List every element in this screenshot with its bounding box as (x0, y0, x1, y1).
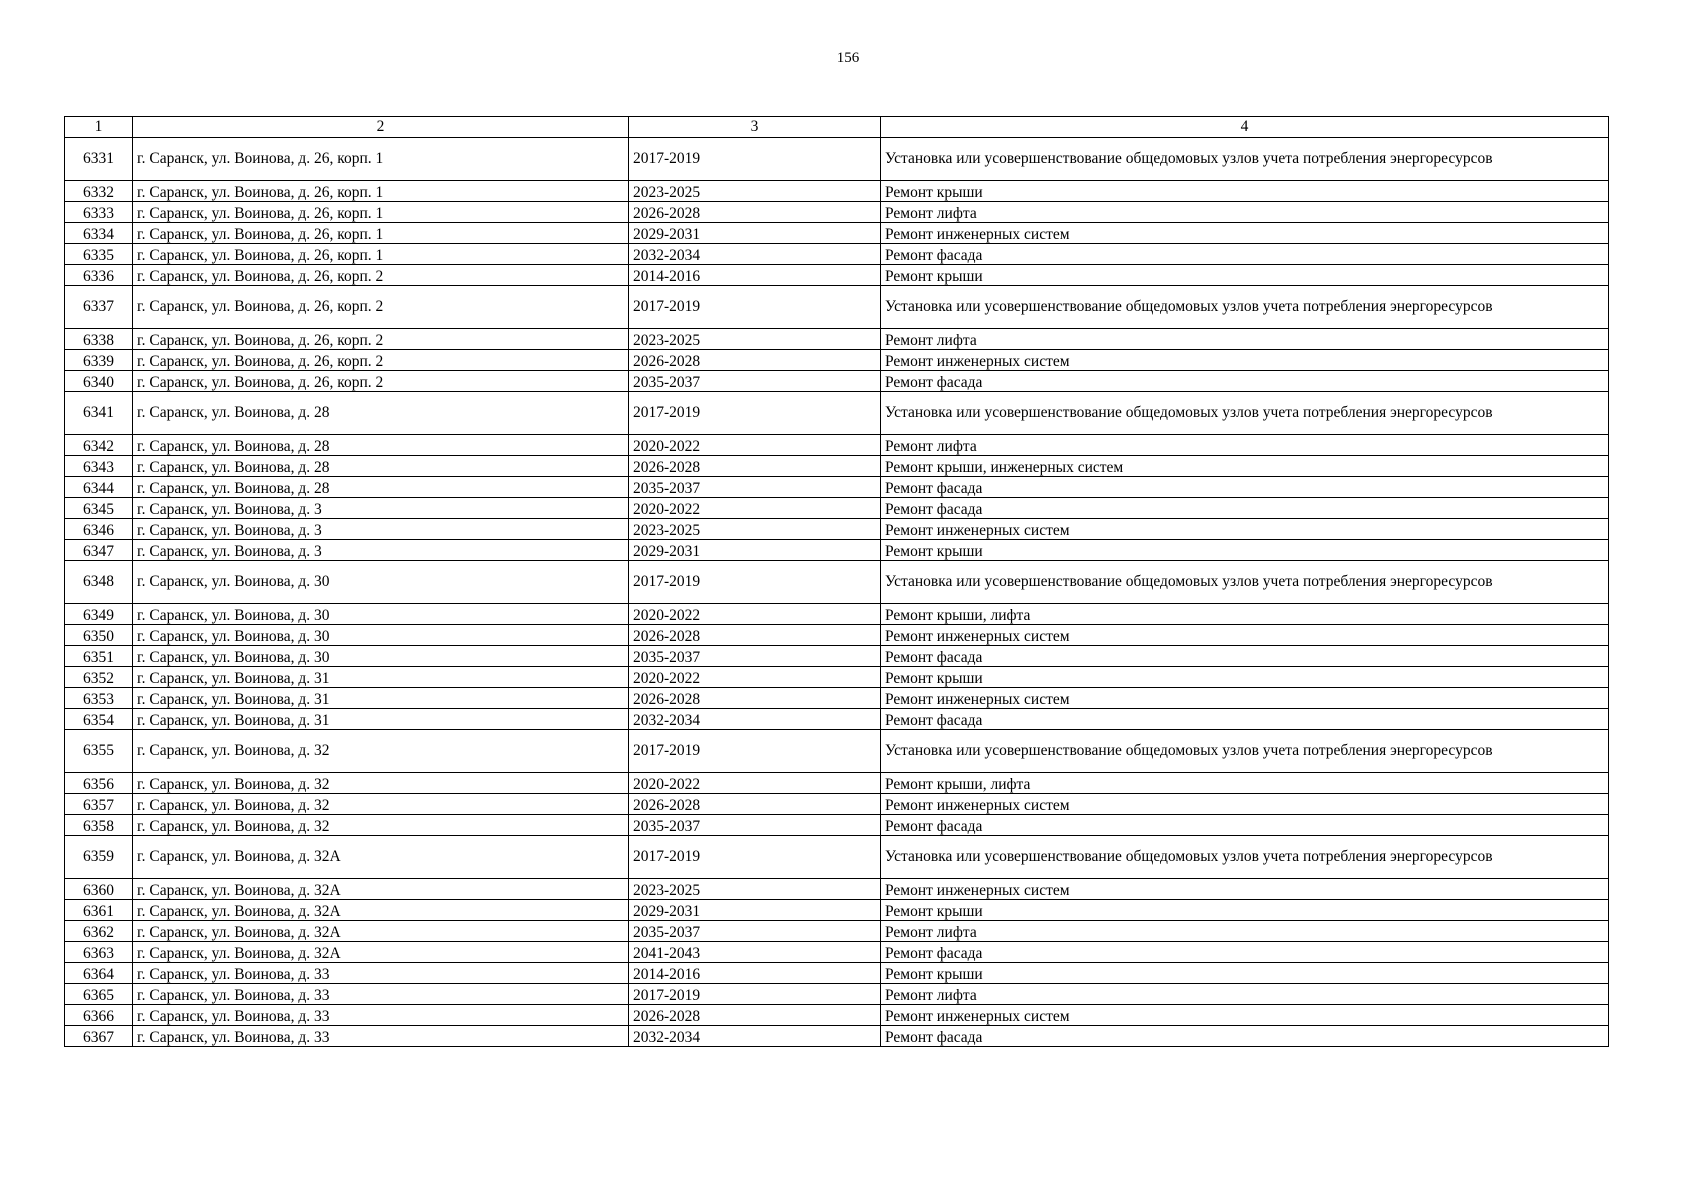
address-cell: г. Саранск, ул. Воинова, д. 32А (133, 836, 629, 879)
period-cell: 2017-2019 (629, 984, 881, 1005)
table-row (65, 350, 1609, 371)
table-row (65, 265, 1609, 286)
address-cell: г. Саранск, ул. Воинова, д. 28 (133, 392, 629, 435)
table-row (65, 709, 1609, 730)
row-number: 6346 (65, 519, 133, 540)
table-row (65, 942, 1609, 963)
table-row (65, 646, 1609, 667)
table-row (65, 604, 1609, 625)
period-cell: 2026-2028 (629, 350, 881, 371)
table-row (65, 456, 1609, 477)
work-type-cell: Ремонт крыши, лифта (881, 604, 1609, 625)
row-number: 6340 (65, 371, 133, 392)
address-cell: г. Саранск, ул. Воинова, д. 3 (133, 540, 629, 561)
table-row (65, 371, 1609, 392)
row-number: 6355 (65, 730, 133, 773)
row-number: 6342 (65, 435, 133, 456)
period-cell: 2035-2037 (629, 815, 881, 836)
address-cell: г. Саранск, ул. Воинова, д. 30 (133, 646, 629, 667)
work-type-cell: Ремонт лифта (881, 329, 1609, 350)
work-type-cell: Ремонт крыши (881, 667, 1609, 688)
address-cell: г. Саранск, ул. Воинова, д. 26, корп. 2 (133, 286, 629, 329)
address-cell: г. Саранск, ул. Воинова, д. 26, корп. 1 (133, 202, 629, 223)
work-type-cell: Установка или усовершенствование общедомовых узлов учета потребления энергоресурсов (881, 286, 1609, 329)
period-cell: 2014-2016 (629, 963, 881, 984)
address-cell: г. Саранск, ул. Воинова, д. 31 (133, 667, 629, 688)
period-cell: 2017-2019 (629, 836, 881, 879)
table-row (65, 688, 1609, 709)
row-number: 6364 (65, 963, 133, 984)
row-number: 6349 (65, 604, 133, 625)
address-cell: г. Саранск, ул. Воинова, д. 32 (133, 794, 629, 815)
address-cell: г. Саранск, ул. Воинова, д. 32А (133, 879, 629, 900)
table-row (65, 984, 1609, 1005)
address-cell: г. Саранск, ул. Воинова, д. 32А (133, 942, 629, 963)
row-number: 6361 (65, 900, 133, 921)
table-row (65, 836, 1609, 879)
address-cell: г. Саранск, ул. Воинова, д. 31 (133, 709, 629, 730)
address-cell: г. Саранск, ул. Воинова, д. 26, корп. 1 (133, 244, 629, 265)
address-cell: г. Саранск, ул. Воинова, д. 30 (133, 625, 629, 646)
address-cell: г. Саранск, ул. Воинова, д. 31 (133, 688, 629, 709)
column-header-3: 3 (629, 117, 881, 138)
work-type-cell: Ремонт фасада (881, 709, 1609, 730)
row-number: 6362 (65, 921, 133, 942)
period-cell: 2020-2022 (629, 667, 881, 688)
work-type-cell: Установка или усовершенствование общедомовых узлов учета потребления энергоресурсов (881, 730, 1609, 773)
row-number: 6347 (65, 540, 133, 561)
table-row (65, 181, 1609, 202)
address-cell: г. Саранск, ул. Воинова, д. 30 (133, 604, 629, 625)
work-type-cell: Ремонт инженерных систем (881, 519, 1609, 540)
work-type-cell: Ремонт инженерных систем (881, 223, 1609, 244)
table-body (65, 117, 1609, 1047)
table-row (65, 773, 1609, 794)
period-cell: 2020-2022 (629, 498, 881, 519)
table-row (65, 477, 1609, 498)
row-number: 6356 (65, 773, 133, 794)
row-number: 6344 (65, 477, 133, 498)
address-cell: г. Саранск, ул. Воинова, д. 33 (133, 984, 629, 1005)
period-cell: 2035-2037 (629, 371, 881, 392)
period-cell: 2026-2028 (629, 202, 881, 223)
period-cell: 2023-2025 (629, 181, 881, 202)
table-row (65, 561, 1609, 604)
work-type-cell: Ремонт крыши (881, 900, 1609, 921)
work-type-cell: Ремонт фасада (881, 1026, 1609, 1047)
work-type-cell: Установка или усовершенствование общедомовых узлов учета потребления энергоресурсов (881, 392, 1609, 435)
work-type-cell: Ремонт лифта (881, 984, 1609, 1005)
address-cell: г. Саранск, ул. Воинова, д. 26, корп. 2 (133, 329, 629, 350)
period-cell: 2032-2034 (629, 244, 881, 265)
address-cell: г. Саранск, ул. Воинова, д. 33 (133, 1005, 629, 1026)
period-cell: 2020-2022 (629, 435, 881, 456)
work-type-cell: Ремонт фасада (881, 942, 1609, 963)
row-number: 6360 (65, 879, 133, 900)
address-cell: г. Саранск, ул. Воинова, д. 28 (133, 456, 629, 477)
period-cell: 2035-2037 (629, 477, 881, 498)
period-cell: 2023-2025 (629, 329, 881, 350)
table-row (65, 815, 1609, 836)
period-cell: 2017-2019 (629, 730, 881, 773)
period-cell: 2026-2028 (629, 688, 881, 709)
table-row (65, 963, 1609, 984)
row-number: 6333 (65, 202, 133, 223)
period-cell: 2035-2037 (629, 646, 881, 667)
address-cell: г. Саранск, ул. Воинова, д. 3 (133, 519, 629, 540)
table-row (65, 667, 1609, 688)
period-cell: 2029-2031 (629, 540, 881, 561)
row-number: 6366 (65, 1005, 133, 1026)
period-cell: 2020-2022 (629, 773, 881, 794)
column-header-1: 1 (65, 117, 133, 138)
row-number: 6354 (65, 709, 133, 730)
work-type-cell: Ремонт крыши (881, 963, 1609, 984)
row-number: 6353 (65, 688, 133, 709)
work-type-cell: Ремонт фасада (881, 477, 1609, 498)
page-number: 156 (836, 50, 860, 66)
address-cell: г. Саранск, ул. Воинова, д. 30 (133, 561, 629, 604)
period-cell: 2026-2028 (629, 794, 881, 815)
row-number: 6358 (65, 815, 133, 836)
address-cell: г. Саранск, ул. Воинова, д. 26, корп. 1 (133, 223, 629, 244)
row-number: 6357 (65, 794, 133, 815)
address-cell: г. Саранск, ул. Воинова, д. 26, корп. 1 (133, 138, 629, 181)
table-row (65, 286, 1609, 329)
address-cell: г. Саранск, ул. Воинова, д. 3 (133, 498, 629, 519)
table-row (65, 498, 1609, 519)
row-number: 6331 (65, 138, 133, 181)
period-cell: 2029-2031 (629, 900, 881, 921)
work-type-cell: Ремонт крыши, лифта (881, 773, 1609, 794)
address-cell: г. Саранск, ул. Воинова, д. 32А (133, 921, 629, 942)
address-cell: г. Саранск, ул. Воинова, д. 26, корп. 1 (133, 181, 629, 202)
row-number: 6367 (65, 1026, 133, 1047)
table-row (65, 540, 1609, 561)
table-row (65, 329, 1609, 350)
work-type-cell: Ремонт фасада (881, 371, 1609, 392)
address-cell: г. Саранск, ул. Воинова, д. 26, корп. 2 (133, 265, 629, 286)
work-type-cell: Ремонт крыши (881, 265, 1609, 286)
table-row (65, 519, 1609, 540)
address-cell: г. Саранск, ул. Воинова, д. 33 (133, 963, 629, 984)
address-cell: г. Саранск, ул. Воинова, д. 33 (133, 1026, 629, 1047)
work-type-cell: Ремонт крыши (881, 540, 1609, 561)
period-cell: 2026-2028 (629, 1005, 881, 1026)
work-type-cell: Ремонт лифта (881, 202, 1609, 223)
row-number: 6339 (65, 350, 133, 371)
work-type-cell: Установка или усовершенствование общедомовых узлов учета потребления энергоресурсов (881, 561, 1609, 604)
row-number: 6335 (65, 244, 133, 265)
row-number: 6337 (65, 286, 133, 329)
period-cell: 2032-2034 (629, 1026, 881, 1047)
period-cell: 2035-2037 (629, 921, 881, 942)
table-row (65, 900, 1609, 921)
work-type-cell: Ремонт фасада (881, 498, 1609, 519)
table-row (65, 879, 1609, 900)
work-type-cell: Ремонт фасада (881, 244, 1609, 265)
address-cell: г. Саранск, ул. Воинова, д. 32 (133, 773, 629, 794)
work-type-cell: Ремонт инженерных систем (881, 879, 1609, 900)
table-row (65, 202, 1609, 223)
row-number: 6338 (65, 329, 133, 350)
period-cell: 2032-2034 (629, 709, 881, 730)
address-cell: г. Саранск, ул. Воинова, д. 32А (133, 900, 629, 921)
table-row (65, 435, 1609, 456)
table-row (65, 730, 1609, 773)
header-row (65, 117, 1609, 138)
row-number: 6336 (65, 265, 133, 286)
period-cell: 2017-2019 (629, 561, 881, 604)
address-cell: г. Саранск, ул. Воинова, д. 28 (133, 435, 629, 456)
table-row (65, 138, 1609, 181)
work-type-cell: Установка или усовершенствование общедомовых узлов учета потребления энергоресурсов (881, 138, 1609, 181)
table-row (65, 392, 1609, 435)
row-number: 6351 (65, 646, 133, 667)
period-cell: 2020-2022 (629, 604, 881, 625)
work-type-cell: Ремонт крыши (881, 181, 1609, 202)
row-number: 6332 (65, 181, 133, 202)
row-number: 6365 (65, 984, 133, 1005)
address-cell: г. Саранск, ул. Воинова, д. 26, корп. 2 (133, 350, 629, 371)
period-cell: 2023-2025 (629, 879, 881, 900)
work-type-cell: Ремонт крыши, инженерных систем (881, 456, 1609, 477)
work-type-cell: Ремонт инженерных систем (881, 688, 1609, 709)
address-cell: г. Саранск, ул. Воинова, д. 28 (133, 477, 629, 498)
period-cell: 2017-2019 (629, 392, 881, 435)
row-number: 6341 (65, 392, 133, 435)
row-number: 6363 (65, 942, 133, 963)
work-type-cell: Ремонт лифта (881, 921, 1609, 942)
period-cell: 2029-2031 (629, 223, 881, 244)
period-cell: 2017-2019 (629, 286, 881, 329)
row-number: 6359 (65, 836, 133, 879)
period-cell: 2014-2016 (629, 265, 881, 286)
table-row (65, 921, 1609, 942)
row-number: 6334 (65, 223, 133, 244)
table-row (65, 223, 1609, 244)
work-type-cell: Ремонт инженерных систем (881, 625, 1609, 646)
table-row (65, 1026, 1609, 1047)
work-type-cell: Ремонт фасада (881, 646, 1609, 667)
period-cell: 2017-2019 (629, 138, 881, 181)
period-cell: 2026-2028 (629, 625, 881, 646)
period-cell: 2041-2043 (629, 942, 881, 963)
period-cell: 2026-2028 (629, 456, 881, 477)
work-type-cell: Ремонт инженерных систем (881, 1005, 1609, 1026)
work-type-cell: Ремонт инженерных систем (881, 794, 1609, 815)
work-type-cell: Установка или усовершенствование общедомовых узлов учета потребления энергоресурсов (881, 836, 1609, 879)
table-row (65, 794, 1609, 815)
address-cell: г. Саранск, ул. Воинова, д. 32 (133, 815, 629, 836)
column-header-2: 2 (133, 117, 629, 138)
column-header-4: 4 (881, 117, 1609, 138)
period-cell: 2023-2025 (629, 519, 881, 540)
row-number: 6345 (65, 498, 133, 519)
work-type-cell: Ремонт инженерных систем (881, 350, 1609, 371)
work-type-cell: Ремонт лифта (881, 435, 1609, 456)
address-cell: г. Саранск, ул. Воинова, д. 26, корп. 2 (133, 371, 629, 392)
row-number: 6350 (65, 625, 133, 646)
row-number: 6343 (65, 456, 133, 477)
row-number: 6352 (65, 667, 133, 688)
address-cell: г. Саранск, ул. Воинова, д. 32 (133, 730, 629, 773)
table-row (65, 1005, 1609, 1026)
row-number: 6348 (65, 561, 133, 604)
work-schedule-table (64, 116, 1609, 1047)
work-type-cell: Ремонт фасада (881, 815, 1609, 836)
table-row (65, 244, 1609, 265)
table-row (65, 625, 1609, 646)
